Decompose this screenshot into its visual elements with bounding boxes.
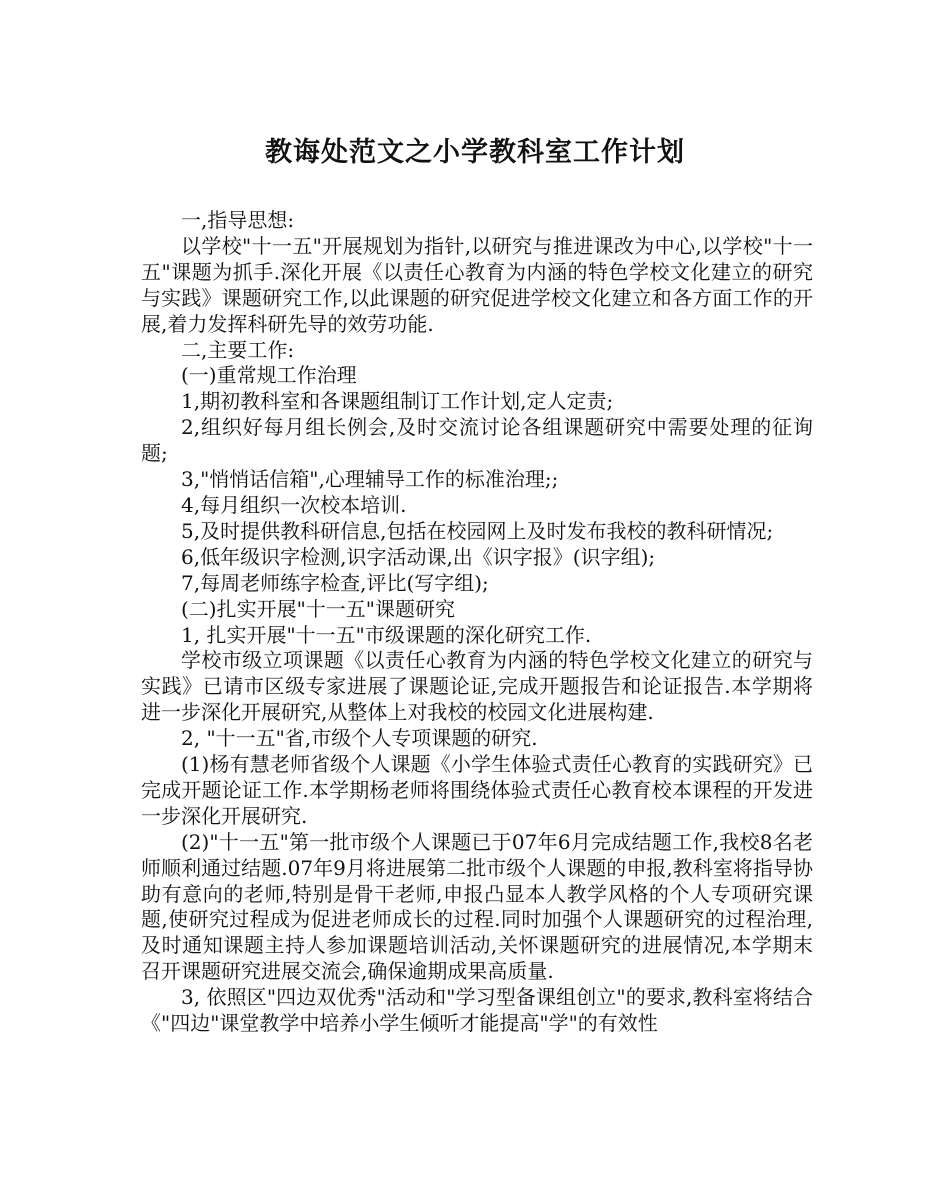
research-item-1: 1, 扎实开展"十一五"市级课题的深化研究工作. [181, 622, 592, 647]
subheading-project-research: (二)扎实开展"十一五"课题研究 [181, 596, 456, 621]
list-item-3: 3,"悄悄话信箱",心理辅导工作的标准治理;; [181, 467, 559, 492]
heading-main-work: 二,主要工作: [181, 337, 295, 362]
list-item-2: 2,组织好每月组长例会,及时交流讨论各组课题研究中需要处理的征询题; [141, 415, 813, 466]
list-item-5: 5,及时提供教科研信息,包括在校园网上及时发布我校的教科研情况; [181, 518, 774, 543]
research-item-2: 2, "十一五"省,市级个人专项课题的研究. [181, 726, 538, 751]
paragraph-city-project: 学校市级立项课题《以责任心教育为内涵的特色学校文化建立的研究与实践》已请市区级专家进展了课题论证,完成开题报告和论证报告.本学期将进一步深化开展研究,从整体上对我校的校园文化进展构建. [141, 648, 813, 725]
document-title: 教诲处范文之小学教科室工作计划 [265, 137, 685, 168]
document-body [141, 208, 813, 1037]
list-item-6: 6,低年级识字检测,识字活动课,出《识字报》(识字组); [181, 544, 656, 569]
paragraph-city-personal-projects: (2)"十一五"第一批市级个人课题已于07年6月完成结题工作,我校8名老师顺利通过结题.07年9月将进展第二批市级个人课题的申报,教科室将指导协助有意向的老师,特别是骨干老师,申报凸显本人教学风格的个人专项研究课题,使研究过程成为促进老师成长的过程.同时加强个人课题研究的过程治理,及时通知课题主持人参加课题培训活动,关怀课题研究的进展情况,本学期末召开课题研究进展交流会,确保逾期成果高质量. [141, 829, 813, 984]
list-item-7: 7,每周老师练字检查,评比(写字组); [181, 570, 489, 595]
research-item-3: 3, 依照区"四边双优秀"活动和"学习型备课组创立"的要求,教科室将结合《"四边"课堂教学中培养小学生倾听才能提高"学"的有效性 [141, 985, 813, 1036]
list-item-1: 1,期初教科室和各课题组制订工作计划,定人定责; [181, 389, 614, 414]
heading-guiding-ideology: 一,指导思想: [181, 208, 295, 232]
paragraph-guiding-ideology: 以学校"十一五"开展规划为指针,以研究与推进课改为中心,以学校"十一五"课题为抓手.深化开展《以责任心教育为内涵的特色学校文化建立的研究与实践》课题研究工作,以此课题的研究促进学校文化建立和各方面工作的开展,着力发挥科研先导的效劳功能. [141, 233, 813, 336]
subheading-routine-management: (一)重常规工作治理 [181, 363, 357, 388]
list-item-4: 4,每月组织一次校本培训. [181, 492, 407, 517]
paragraph-provincial-project: (1)杨有慧老师省级个人课题《小学生体验式责任心教育的实践研究》已完成开题论证工作.本学期杨老师将围绕体验式责任心教育校本课程的开发进一步深化开展研究. [141, 752, 813, 828]
